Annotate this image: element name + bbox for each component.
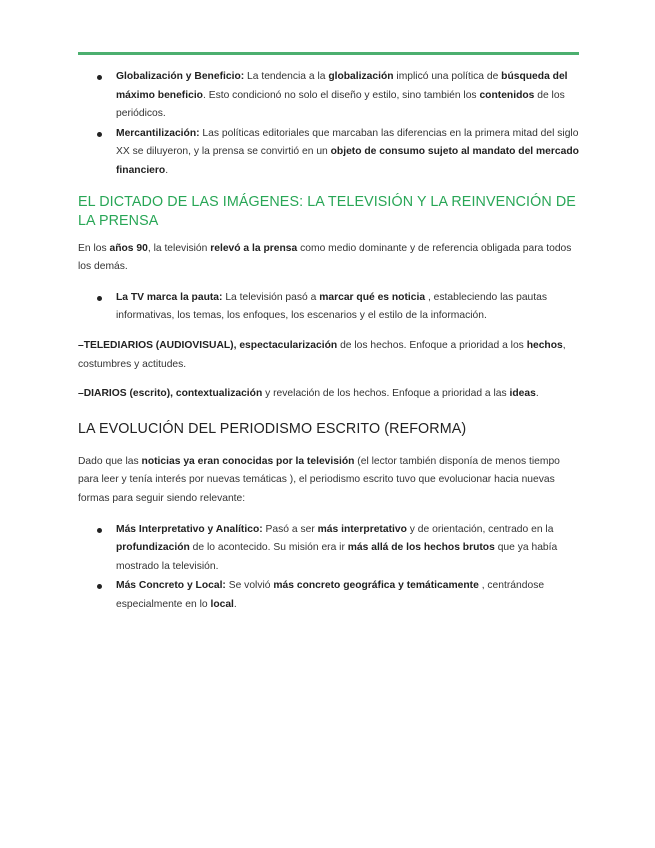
document-body: [78, 68, 579, 614]
bullet-list-2: [78, 289, 579, 326]
list-item-interpretativo: Más Interpretativo y Analítico: Pasó a ser más interpretativo y de orientación, centrado en la profundización de lo acontecido. Su misión era ir más allá de los hechos brutos que ya había mostrado la televisión.: [78, 521, 579, 577]
section-heading-television: EL DICTADO DE LAS IMÁGENES: LA TELEVISIÓN Y LA REINVENCIÓN DE LA PRENSA: [78, 193, 576, 229]
paragraph-diarios: –DIARIOS (escrito), contextualización y revelación de los hechos. Enfoque a prioridad a las ideas.: [78, 388, 539, 400]
list-item-globalizacion: Globalización y Beneficio: La tendencia a la globalización implicó una política de búsqueda del máximo beneficio. Esto condicionó no solo el diseño y estilo, sino también los contenidos de los periódicos.: [78, 68, 579, 124]
bullet-list-1: [78, 68, 579, 181]
list-item-tv-pauta: La TV marca la pauta: La televisión pasó a marcar qué es noticia , estableciendo las pautas informativas, los temas, los enfoques, los escenarios y el estilo de la información.: [78, 289, 579, 326]
paragraph-anos-90: En los años 90, la televisión relevó a la prensa como medio dominante y de referencia obligada para todos los demás.: [78, 242, 572, 273]
item-label: Más Concreto y Local:: [116, 580, 226, 592]
item-label: La TV marca la pauta:: [116, 291, 223, 303]
section-heading-evolucion: LA EVOLUCIÓN DEL PERIODISMO ESCRITO (REFORMA): [78, 420, 467, 437]
list-item-concreto-local: Más Concreto y Local: Se volvió más concreto geográfica y temáticamente , centrándose especialmente en lo local.: [78, 577, 579, 614]
item-label: Más Interpretativo y Analítico:: [116, 523, 263, 535]
top-divider: [78, 52, 579, 55]
list-item-mercantilizacion: Mercantilización: Las políticas editoriales que marcaban las diferencias en la primera mitad del siglo XX se diluyeron, y la prensa se convirtió en un objeto de consumo sujeto al mandato del mercado financiero.: [78, 125, 579, 181]
bullet-dot: [97, 584, 102, 589]
item-label: Globalización y Beneficio:: [116, 71, 245, 82]
bullet-list-3: [78, 521, 579, 615]
bullet-dot: [97, 528, 102, 533]
item-label: Mercantilización:: [116, 127, 200, 139]
paragraph-dado-que: Dado que las noticias ya eran conocidas por la televisión (el lector también disponía de menos tiempo para leer y tenía interés por nuevas temáticas ), el periodismo escrito tuvo que evolucionar hacia nuevas formas para seguir siendo relevante:: [78, 455, 560, 504]
bullet-dot: [97, 296, 102, 301]
paragraph-telediarios: –TELEDIARIOS (AUDIOVISUAL), espectacularización de los hechos. Enfoque a prioridad a los hechos, costumbres y actitudes.: [78, 339, 566, 370]
bullet-dot: [97, 75, 102, 80]
bullet-dot: [97, 132, 102, 137]
